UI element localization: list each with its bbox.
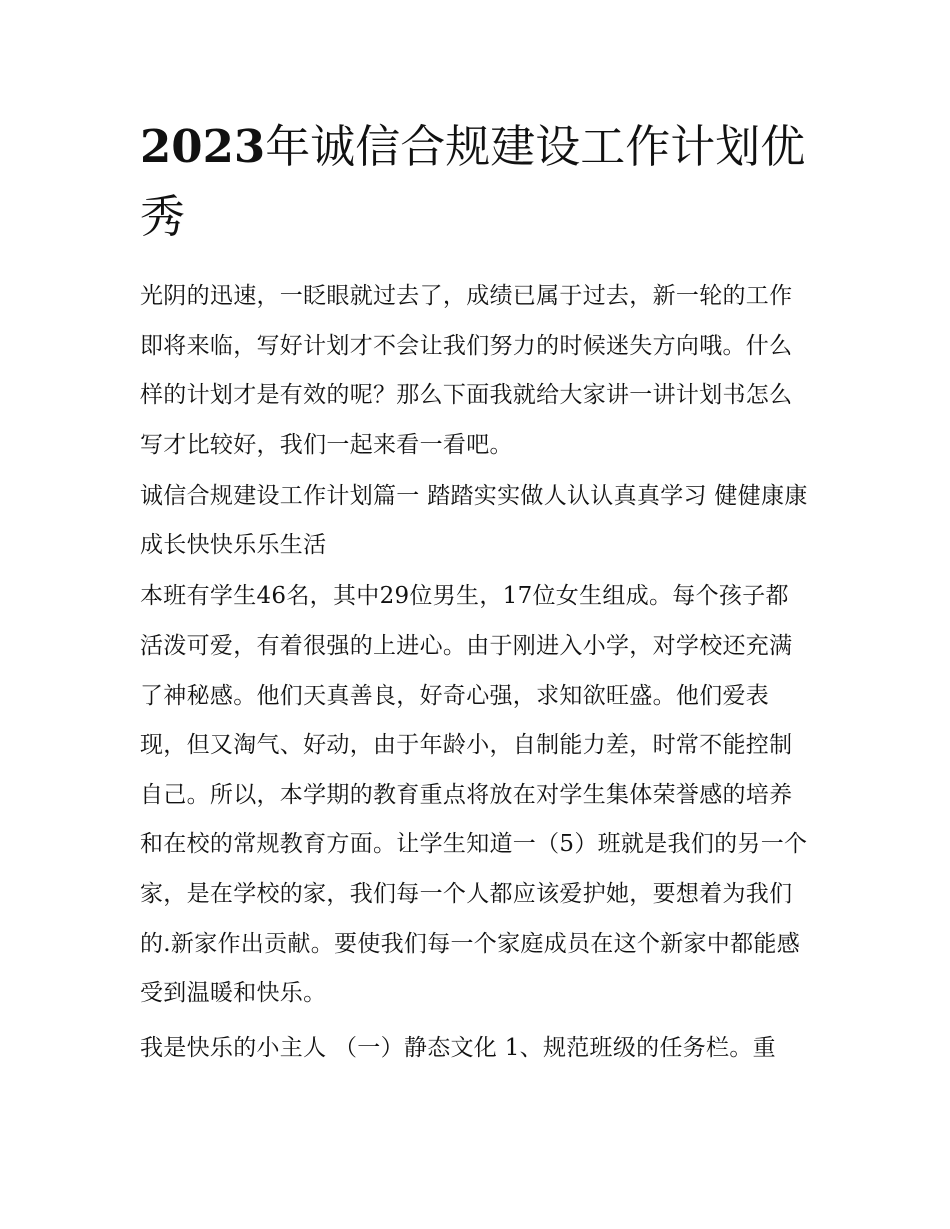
paragraph-intro: 光阴的迅速，一眨眼就过去了，成绩已属于过去，新一轮的工作即将来临，写好计划才不会让我们努力的时候迷失方向哦。什么样的计划才是有效的呢？那么下面我就给大家讲一讲计划书怎么写才比较好，我们一起来看一看吧。	[140, 283, 793, 458]
title-text: 年诚信合规建设工作计划优秀	[140, 120, 806, 243]
title-year: 2023	[140, 120, 266, 173]
paragraph-static-culture: 我是快乐的小主人 （一）静态文化 1、规范班级的任务栏。重	[140, 1034, 776, 1061]
paragraph-section-heading: 诚信合规建设工作计划篇一 踏踏实实做人认认真真学习 健健康康成长快快乐乐生活	[140, 483, 808, 559]
document-body	[140, 112, 812, 1073]
document-title	[140, 112, 812, 252]
paragraph-class-overview: 本班有学生46名，其中29位男生，17位女生组成。每个孩子都活泼可爱，有着很强的上进心。由于刚进入小学，对学校还充满了神秘感。他们天真善良，好奇心强，求知欲旺盛。他们爱表现，但又淘气、好动，由于年龄小，自制能力差，时常不能控制自己。所以，本学期的教育重点将放在对学生集体荣誉感的培养和在校的常规教育方面。让学生知道一（5）班就是我们的另一个家，是在学校的家，我们每一个人都应该爱护她，要想着为我们的.新家作出贡献。要使我们每一个家庭成员在这个新家中都能感受到温暖和快乐。	[140, 583, 808, 1007]
